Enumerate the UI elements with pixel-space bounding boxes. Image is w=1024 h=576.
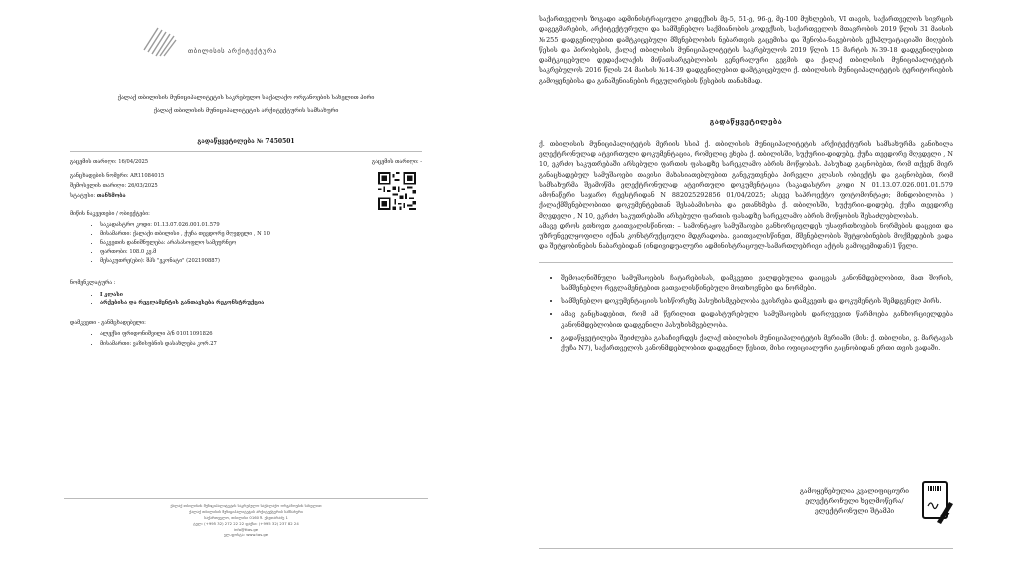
stamp-text	[800, 487, 909, 517]
list-item: • გადაწყვეტილება შეიძლება გასაჩივრდეს ქალაქ თბილისის მუნიციპალიტეტის მერიაში (მის: ქ. თბილისი, ვ. მარტავას ქუჩა N7), საქართველოს კანონმდებლობით დადგენილ წესით, მისი ოფიციალური გაცნობიდან ერთი თვის ვადაში.	[561, 333, 953, 354]
list-item: • შემოაღნიშნული სამუშაოების ჩატარებისას, დამკვეთი ვალდებულია დაიცვას კანონმდებლობით, მათ შორის, სამშენებლო რეგლამენტებით გათვალისწინებული მოთხოვნები და ნორმები.	[561, 273, 953, 294]
issuer-line-1: ქალაქ თბილისის მუნიციპალიტეტის საკრებულო საქალაქო ორგანოების სახელით პირი	[117, 95, 375, 101]
section-divider	[539, 262, 953, 263]
logo-text: თბილისის არქიტექტურა	[188, 47, 277, 55]
signed-document-icon	[919, 480, 955, 524]
e-signature-stamp	[800, 480, 955, 524]
decision-number-title: გადაწყვეტილება № 7450501	[70, 137, 422, 151]
list-item: • სამშენებლო დოკუმენტაციის სისწორეზე პასუხისმგებლობა ეკისრება დამკვეთს და დოკუმენტის შემდგენელ პირს.	[561, 296, 953, 306]
footer-line: ელ-ფოსტა: www.tas.ge	[223, 532, 269, 538]
issuer-line-2: ქალაქ თბილისის მუნიციპალიტეტის არქიტექტურის სამსახური	[153, 107, 339, 114]
logo-area	[70, 14, 422, 72]
list-item: • ნაკვეთის დანიშნულება: არასასოფლო სამეურნეო	[100, 239, 422, 247]
status-line	[70, 192, 422, 200]
list-item: • მესაკუთრე(ები): შპს "ეკონატი" (202190887)	[100, 257, 422, 265]
application-number: განცხადების ნომერი: AR11084015	[70, 172, 165, 179]
architecture-logo-icon	[140, 22, 180, 62]
status-value: თანხმობა	[96, 192, 126, 199]
stamp-line: ელექტრონული ხელმოწერა/	[805, 497, 904, 506]
page-footer	[64, 498, 428, 538]
issue-date: გაცემის თარიღი: 16/04/2025	[70, 158, 149, 165]
list-item: • I კლასი	[100, 291, 422, 299]
conditions-list	[539, 273, 953, 354]
decision-paragraph-note: ამავე დროს გთხოვთ გაითვალისწინოთ: – სამონტაჟო სამუშაოები განხორციელდეს უსაფრთხოების ნორმების დაცვით და უზრუნველყოფილი იქნას კონსტრუქციული მდგრადობა. გაითვალისწინეთ, მშენებლობის შეტყობინების მოქმედების ვადა და შეტყობინების ნაბარებიდან (ინდივიდუალური ადმინისტრაციულ-სამართლებრივი აქტის გამოცემიდან)1 წელი.	[539, 221, 953, 251]
footer-line: ქალაქ თბილისის მუნიციპალიტეტის არქიტექტურის სამსახური	[189, 508, 303, 514]
applicant-list	[70, 330, 422, 347]
property-list	[70, 221, 422, 265]
property-label: მიწის ნაკვეთები / ობიექტები:	[70, 210, 150, 217]
list-item: • ალექსი ფრიდონიშვილი პ/ნ 01011091826	[100, 330, 422, 338]
list-item: • მისამართი: ქალაქი თბილისი , ქუჩა თევდორე მღვდელი , N 10	[100, 230, 422, 238]
stamp-line: გამოყენებულია კვალიფიციური	[800, 487, 909, 496]
decision-heading: გადაწყვეტილება	[709, 116, 783, 126]
list-item: • ფართობი: 108.0 კვ.მ	[100, 248, 422, 256]
classes-list	[70, 291, 422, 307]
decision-body	[539, 139, 953, 252]
status-label: სტატუსი:	[70, 192, 96, 199]
qr-code-icon	[378, 172, 416, 210]
list-item: • არქებისა და რეგლამენტის განთავსება რეკონსტრუქცია	[100, 299, 422, 307]
document-page-left	[44, 0, 448, 576]
legal-basis-paragraph: საქართველოს ზოგადი ადმინისტრაციული კოდექსის მე-5, 51-ე, 96-ე, მე-100 მუხლების, VI თავის, საქართველოს სივრცის დაგეგმარების, არქიტექტურული და სამშენებლო საქმიანობის კოდექსის, საქართველოს მთავრობის 2019 წლის 31 მაისის №255 დადგენილებით დამტკიცებული მშენებლობის ნებართვის გაცემისა და შენობა-ნაგებობის ექსპლუატაციაში მიღების წესის და პირობების, ქალაქ თბილისის მუნიციპალიტეტის საკრებულოს 2019 წლის 15 მარტის №39-18 დადგენილებით დამტკიცებული დედაქალაქის მიწათსარგებლობის გენერალური გეგმის და ქალაქ თბილისის მუნიციპალიტეტის საკრებულოს 2016 წლის 24 მაისის №14-39 დადგენილებით დამტკიცებული ქ. თბილისის მუნიციპალიტეტის ტერიტორიების გამოყენებისა და განაშენიანების რეგულირების წესების თანახმად.	[539, 15, 953, 85]
footer-line: info@ttas.ge	[233, 526, 259, 532]
page-bottom-rule	[539, 548, 953, 549]
list-item: • ამავ განცხადებით, რომ ამ წერილით დადასტურებული სამუშაოების დარღვევით წარმოება განხორციელდება კანონმდებლობით დადგენილი პასუხისმგებლობა.	[561, 309, 953, 330]
document-page-right	[511, 0, 981, 576]
footer-line: საქართველო, თბილისი 0160 ზ. ქავთარაძე 1	[204, 514, 288, 520]
decision-paragraph: ქ. თბილისის მუნიციპალიტეტის მერიის სსიპ ქ. თბილისის მუნიციპალიტეტის არქიტექტურის სამსახურმა განიხილა ელექტრონულად ატვირთული დოკუმენტაცია, რომელიც ეხება ქ. თბილისში, სუქურიი-დიდუბე, ქუჩა თევდორე მღვდელი , N 10, ეკრძო საკუთრებაში არსებული ფართის ფასადზე სარეკლამო აბრის მოწყობას. პასუხად გაცნობებთ, რომ თქვენ მიერ განაცხადებულ სამუშაოები თავისი მახასიათებლებით განეკუთვნება პირველი კლასის ობიექტს და გაცნობებთ, რომ სამსახურმა შეამოწმა ელექტრონულად ატვირთული დოკუმენტაცია (საკადასტრო კოდი N 01.13.07.026.001.01.579 ამონაწერი საჯარო რეესტრიდან N 882025292856 01/04/2025; ასევე საპროექტო ფოტომონტაჟი; მინდობილობა ) ქალაქმშენებლობითი დოკუმენტებთან შესაბამისობა და ეთანხმება ქ. თბილისში, სუქურიი-დიდუბე, ქუჩა თევდორე მღვდელი , N 10, ეკრძო საკუთრებაში არსებული ფართის ფასადზე სარეკლამო აბრის მოწყობის შესაძლებლობას.	[539, 139, 953, 220]
effective-date: გაცემის თარიღი: -	[372, 158, 422, 165]
meta-block	[70, 158, 422, 200]
classes-label: ნომენკლატურა :	[70, 280, 116, 287]
footer-line: ტელ: (+995 32) 272 22 22 ფაქსი: (+995 32) 237 82 24	[193, 520, 299, 526]
applicant-label: დამკვეთი - განმცხადებელი:	[70, 320, 146, 327]
list-item: • მისამართი: ვაზისუბნის დასახლება კორ.27	[100, 340, 422, 348]
list-item: • საკადასტრო კოდი: 01.13.07.026.001.01.579	[100, 221, 422, 229]
footer-line: ქალაქ თბილისის მუნიციპალიტეტის საკრებულო საქალაქო ორგანოების სახელით	[170, 503, 322, 508]
application-date: შემოსვლის თარიღი: 26/03/2025	[70, 182, 158, 189]
issuer-header	[70, 94, 422, 115]
stamp-line: ელექტრონული შტამპი	[814, 506, 895, 515]
